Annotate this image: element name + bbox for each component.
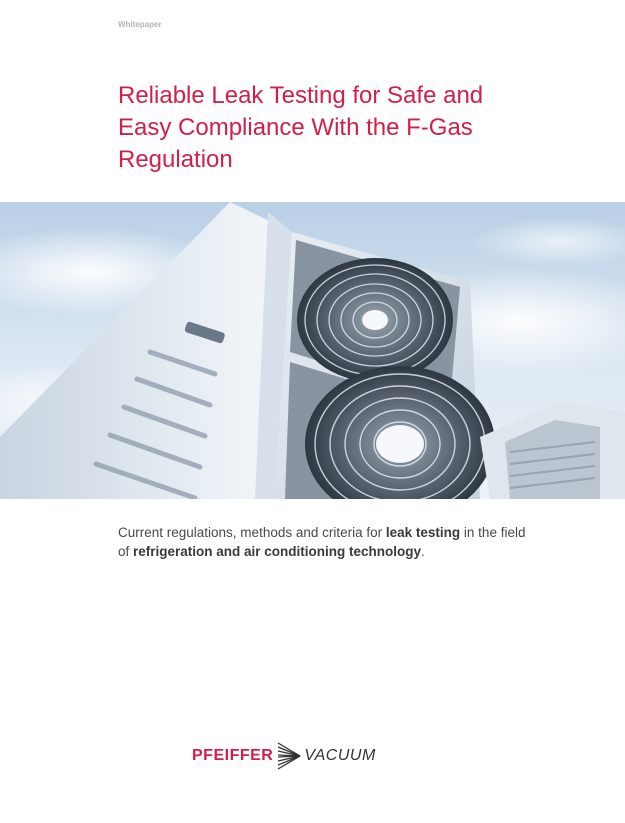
- subtitle-part: .: [421, 544, 425, 559]
- logo-word-vacuum: VACUUM: [304, 747, 376, 764]
- logo-swoosh-icon: [276, 741, 302, 771]
- company-logo: [192, 738, 422, 774]
- subtitle-part: in the field of: [118, 525, 526, 559]
- logo-word-pfeiffer: PFEIFFER: [192, 747, 274, 764]
- subtitle-highlight: refrigeration and air conditioning technology: [133, 544, 422, 559]
- subtitle: [118, 523, 538, 561]
- doc-type-label: Whitepaper: [118, 20, 162, 29]
- hero-image-ac-units: [0, 202, 625, 499]
- page-title: Reliable Leak Testing for Safe and Easy Compliance With the F-Gas Regulation: [118, 82, 484, 173]
- subtitle-part: Current regulations, methods and criteria for: [118, 525, 386, 540]
- subtitle-highlight: leak testing: [385, 525, 461, 540]
